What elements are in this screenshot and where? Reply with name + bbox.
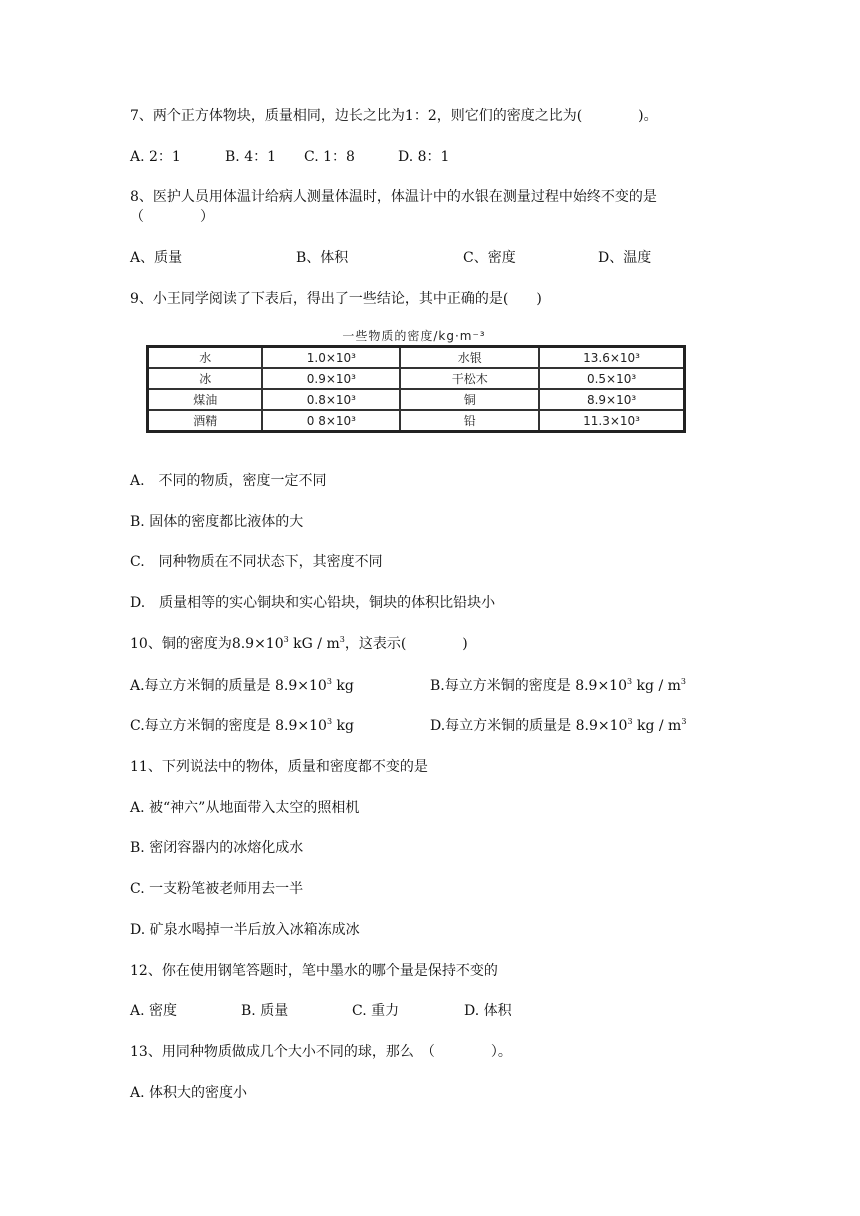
q11-option-a: A. 被“神六”从地面带入太空的照相机 bbox=[130, 800, 360, 816]
density-table-caption: 一些物质的密度/kg·m⁻³ bbox=[342, 329, 486, 343]
q9-option-b: B. 固体的密度都比液体的大 bbox=[130, 514, 304, 530]
option-text: C.每立方米铜的密度是 8.9×10 bbox=[130, 718, 327, 734]
table-cell: 冰 bbox=[148, 368, 263, 389]
q8-option-c: C、密度 bbox=[463, 250, 516, 266]
superscript: 3 bbox=[326, 677, 332, 686]
option-unit: kg bbox=[332, 718, 354, 734]
q8-option-d: D、温度 bbox=[598, 250, 652, 266]
q12-option-c: C. 重力 bbox=[352, 1003, 400, 1019]
question-12-stem: 12、你在使用钢笔答题时，笔中墨水的哪个量是保持不变的 bbox=[130, 963, 498, 979]
table-cell: 11.3×10³ bbox=[539, 410, 684, 432]
superscript: 3 bbox=[681, 717, 687, 726]
question-13-stem: 13、用同种物质做成几个大小不同的球，那么 （ ）。 bbox=[130, 1044, 512, 1060]
q8-option-a: A、质量 bbox=[130, 250, 183, 266]
table-cell: 水 bbox=[148, 347, 263, 369]
q10-option-a bbox=[130, 676, 354, 696]
q9-option-c: C. 同种物质在不同状态下，其密度不同 bbox=[130, 554, 383, 570]
table-row bbox=[148, 389, 685, 410]
superscript: 3 bbox=[680, 677, 686, 686]
table-cell: 干松木 bbox=[400, 368, 539, 389]
superscript: 3 bbox=[627, 677, 633, 686]
question-7-stem: 7、两个正方体物块，质量相同，边长之比为1：2，则它们的密度之比为( )。 bbox=[130, 108, 658, 124]
density-table-figure bbox=[140, 327, 688, 445]
option-unit: kg / m bbox=[632, 678, 681, 694]
table-cell: 0.8×10³ bbox=[262, 389, 400, 410]
q12-option-d: D. 体积 bbox=[464, 1003, 512, 1019]
q8-option-b: B、体积 bbox=[296, 250, 349, 266]
q12-option-a: A. 密度 bbox=[130, 1003, 178, 1019]
question-8-stem: 8、医护人员用体温计给病人测量体温时，体温计中的水银在测量过程中始终不变的是 bbox=[130, 189, 657, 205]
table-row bbox=[148, 410, 685, 432]
table-cell: 13.6×10³ bbox=[539, 347, 684, 369]
q11-option-b: B. 密闭容器内的冰熔化成水 bbox=[130, 840, 304, 856]
option-text: A.每立方米铜的质量是 8.9×10 bbox=[130, 678, 327, 694]
table-cell: 酒精 bbox=[148, 410, 263, 432]
q12-option-b: B. 质量 bbox=[241, 1003, 289, 1019]
table-cell: 0 8×10³ bbox=[262, 410, 400, 432]
q10-stem-blank: ，这表示( ) bbox=[344, 636, 468, 652]
q7-option-c: C. 1：8 bbox=[304, 149, 355, 165]
q10-option-b bbox=[430, 676, 686, 696]
option-unit: kg / m bbox=[632, 718, 682, 734]
superscript: 3 bbox=[339, 635, 345, 644]
question-10-stem bbox=[130, 634, 468, 654]
table-cell: 水银 bbox=[400, 347, 539, 369]
table-cell: 0.5×10³ bbox=[539, 368, 684, 389]
q10-option-d bbox=[430, 716, 686, 736]
option-unit: kg bbox=[331, 678, 354, 694]
q7-option-a: A. 2：1 bbox=[130, 149, 181, 165]
q7-option-d: D. 8：1 bbox=[398, 149, 450, 165]
superscript: 3 bbox=[627, 717, 633, 726]
q9-option-a: A. 不同的物质，密度一定不同 bbox=[130, 473, 327, 489]
table-row bbox=[148, 368, 685, 389]
q11-option-c: C. 一支粉笔被老师用去一半 bbox=[130, 881, 304, 897]
question-8-stem-blank: （ ） bbox=[130, 209, 214, 225]
q13-option-a: A. 体积大的密度小 bbox=[130, 1085, 248, 1101]
option-text: D.每立方米铜的质量是 8.9×10 bbox=[430, 718, 628, 734]
table-cell: 铜 bbox=[400, 389, 539, 410]
table-row bbox=[148, 347, 685, 369]
table-cell: 煤油 bbox=[148, 389, 263, 410]
question-9-stem: 9、小王同学阅读了下表后，得出了一些结论，其中正确的是( ) bbox=[130, 291, 542, 307]
question-11-stem: 11、下列说法中的物体，质量和密度都不变的是 bbox=[130, 759, 428, 775]
q11-option-d: D. 矿泉水喝掉一半后放入冰箱冻成冰 bbox=[130, 922, 360, 938]
q10-stem-unit: kG / m bbox=[288, 636, 340, 652]
q10-stem-part: 10、铜的密度为8.9×10 bbox=[130, 636, 284, 652]
superscript: 3 bbox=[326, 717, 333, 726]
superscript: 3 bbox=[283, 635, 289, 644]
table-cell: 铅 bbox=[400, 410, 539, 432]
q7-option-b: B. 4：1 bbox=[225, 149, 277, 165]
table-cell: 8.9×10³ bbox=[539, 389, 684, 410]
q9-option-d: D. 质量相等的实心铜块和实心铅块，铜块的体积比铅块小 bbox=[130, 595, 496, 611]
table-cell: 0.9×10³ bbox=[262, 368, 400, 389]
option-text: B.每立方米铜的密度是 8.9×10 bbox=[430, 678, 627, 694]
table-cell: 1.0×10³ bbox=[262, 347, 400, 369]
q10-option-c bbox=[130, 716, 354, 736]
density-table bbox=[146, 345, 686, 433]
